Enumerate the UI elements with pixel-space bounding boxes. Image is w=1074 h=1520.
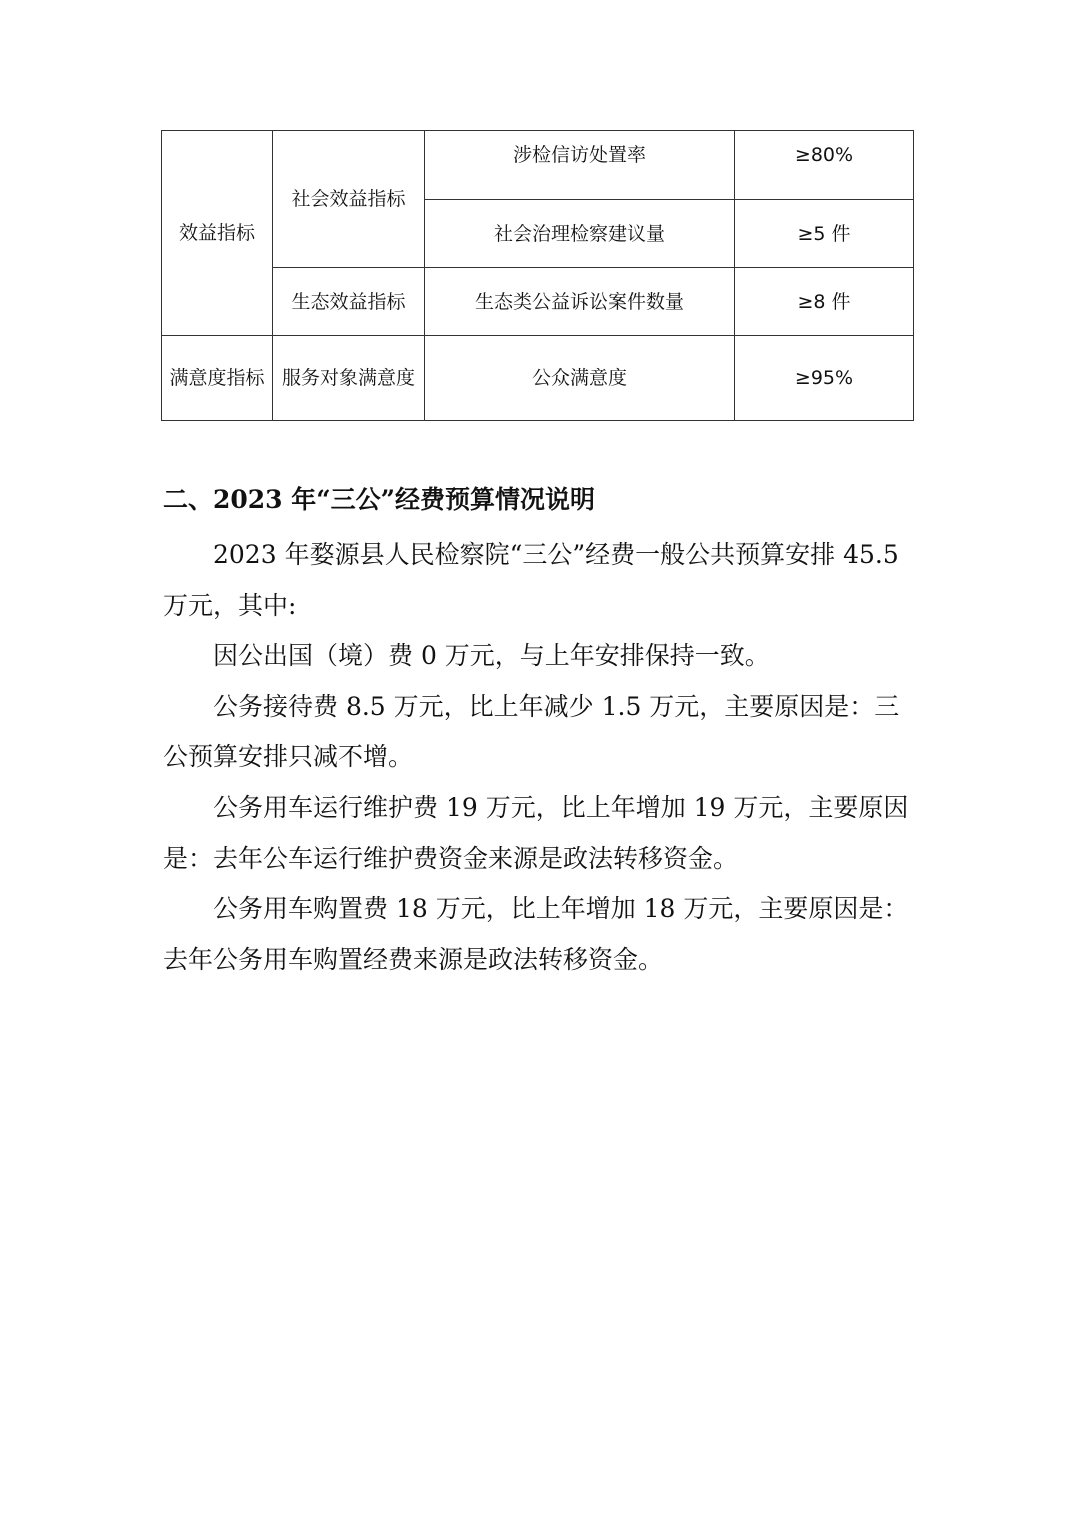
- table-row: [162, 131, 914, 200]
- indicator-cell: 社会治理检察建议量: [425, 200, 735, 268]
- section-body: [163, 530, 915, 985]
- indicator-cell: 生态类公益诉讼案件数量: [425, 268, 735, 336]
- table-row: [162, 268, 914, 336]
- paragraph: 公务用车运行维护费 19 万元，比上年增加 19 万元，主要原因是：去年公车运行维护费资金来源是政法转移资金。: [163, 792, 909, 873]
- paragraph: 2023 年婺源县人民检察院“三公”经费一般公共预算安排 45.5 万元，其中:: [163, 540, 899, 620]
- indicator-cell: 涉检信访处置率: [425, 131, 735, 200]
- paragraph: 公务接待费 8.5 万元，比上年减少 1.5 万元，主要原因是：三公预算安排只减不增。: [163, 691, 900, 772]
- paragraph: 公务用车购置费 18 万元，比上年增加 18 万元，主要原因是：去年公务用车购置经费来源是政法转移资金。: [163, 894, 909, 974]
- paragraph: 因公出国（境）费 0 万元，与上年安排保持一致。: [213, 641, 770, 671]
- subcategory-cell-social: 社会效益指标: [273, 131, 425, 268]
- value-cell: ≥80%: [735, 131, 914, 200]
- section-heading: 二、2023 年“三公”经费预算情况说明: [163, 485, 596, 514]
- performance-indicator-table: [161, 130, 914, 421]
- value-cell: ≥5 件: [735, 200, 914, 268]
- indicator-cell: 公众满意度: [425, 336, 735, 421]
- category-cell-satisfaction: 满意度指标: [162, 336, 273, 421]
- category-cell-benefit: 效益指标: [162, 131, 273, 336]
- subcategory-cell-eco: 生态效益指标: [273, 268, 425, 336]
- table-row: [162, 336, 914, 421]
- subcategory-cell-service: 服务对象满意度: [273, 336, 425, 421]
- value-cell: ≥95%: [735, 336, 914, 421]
- value-cell: ≥8 件: [735, 268, 914, 336]
